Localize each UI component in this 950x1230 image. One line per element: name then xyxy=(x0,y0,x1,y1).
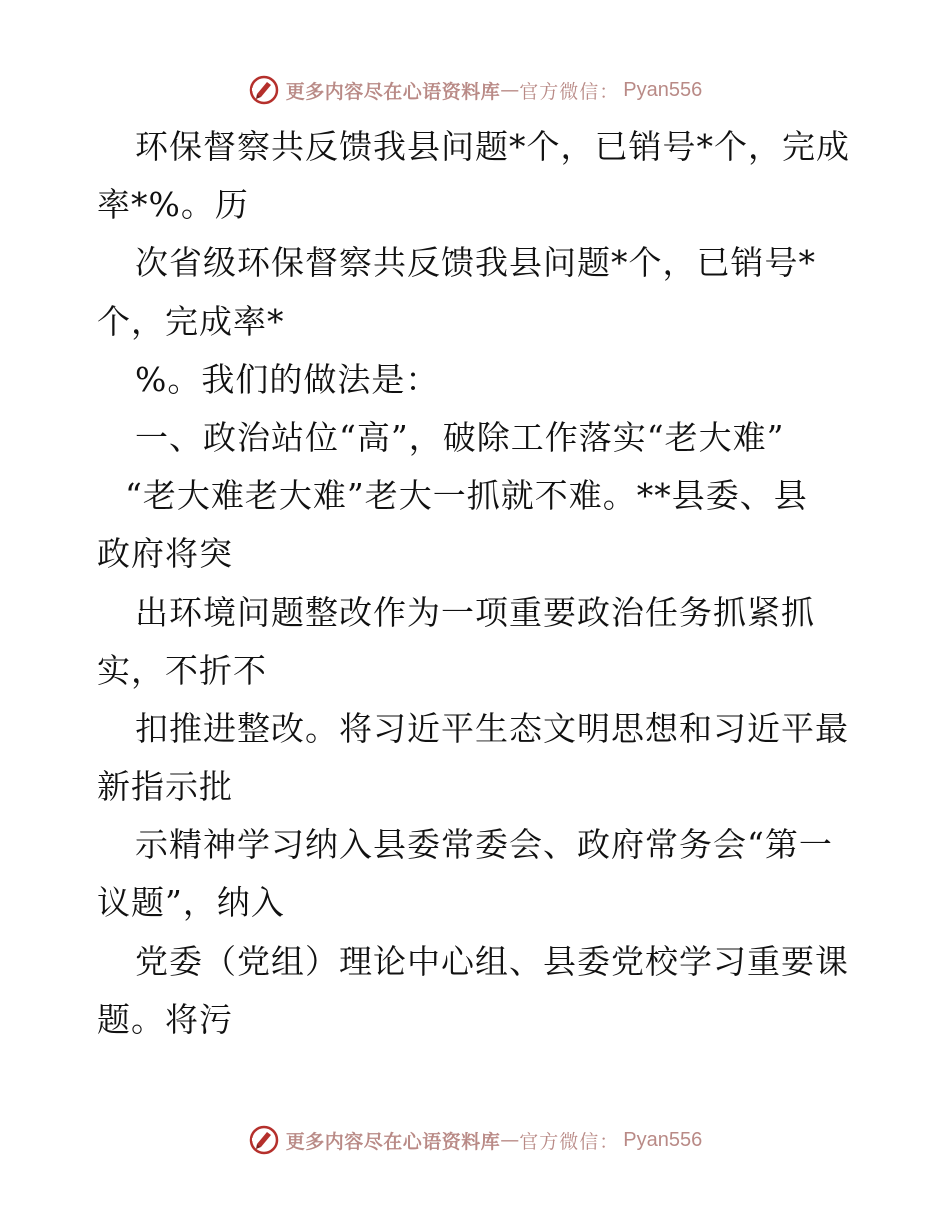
text-line: 率*%。历 xyxy=(97,185,249,225)
text-line: 环保督察共反馈我县问题*个，已销号*个，完成 xyxy=(135,127,850,166)
text-line: 出环境问题整改作为一项重要政治任务抓紧抓 xyxy=(135,592,815,632)
document-pen-icon xyxy=(248,74,280,106)
banner-wechat-id: Pyan556 xyxy=(623,78,703,101)
section-heading: 一、政治站位“高”，破除工作落实“老大难” xyxy=(135,417,785,457)
text-line: 新指示批 xyxy=(97,767,233,807)
text-line: 党委（党组）理论中心组、县委党校学习重要课 xyxy=(135,941,849,981)
document-pen-icon xyxy=(248,1124,280,1156)
text-line: 题。将污 xyxy=(97,999,233,1039)
document-body xyxy=(97,118,857,1049)
text-line: “老大难老大难”老大一抓就不难。**县委、县 xyxy=(125,476,808,516)
banner-wechat-id: Pyan556 xyxy=(623,1128,703,1151)
text-line: 政府将突 xyxy=(97,534,233,574)
text-line: %。我们的做法是： xyxy=(135,359,440,399)
banner-site-text: 更多内容尽在心语资料库 xyxy=(285,1130,501,1153)
banner-wechat-label: 官方微信： xyxy=(519,1130,620,1153)
banner-site-text: 更多内容尽在心语资料库 xyxy=(285,80,501,103)
footer-banner xyxy=(0,1120,950,1160)
banner-wechat-label: 官方微信： xyxy=(519,80,620,103)
header-banner xyxy=(0,70,950,110)
text-line: 实，不折不 xyxy=(97,650,267,690)
banner-dash: — xyxy=(500,1129,520,1151)
text-line: 个，完成率* xyxy=(97,301,285,341)
text-line: 议题”，纳入 xyxy=(97,883,285,923)
text-line: 扣推进整改。将习近平生态文明思想和习近平最 xyxy=(135,708,849,748)
text-line: 次省级环保督察共反馈我县问题*个，已销号* xyxy=(135,243,816,283)
text-line: 示精神学习纳入县委常委会、政府常务会“第一 xyxy=(135,825,833,865)
banner-dash: — xyxy=(500,79,520,101)
